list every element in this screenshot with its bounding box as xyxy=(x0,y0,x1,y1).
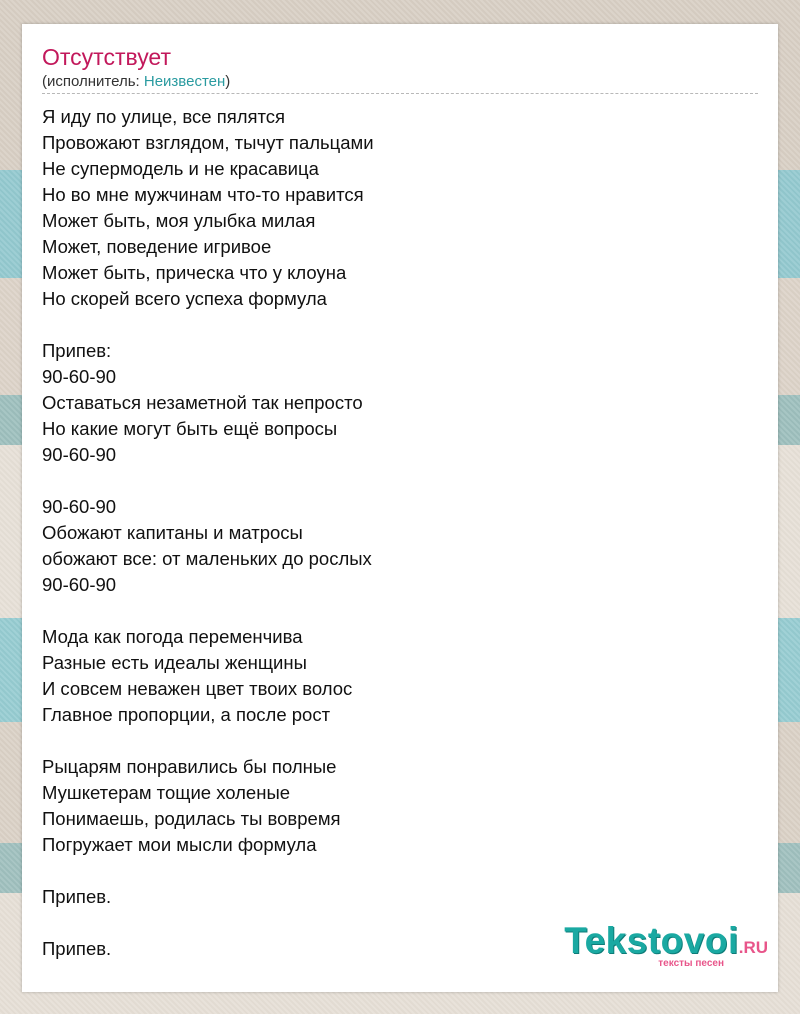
lyric-line: Припев. xyxy=(42,938,112,959)
lyric-blank-line xyxy=(42,598,742,624)
lyric-line: 90-60-90 xyxy=(42,444,117,465)
lyric-line: Может, поведение игривое xyxy=(42,236,272,257)
logo-tld: .RU xyxy=(738,938,768,957)
lyric-blank-line xyxy=(42,858,742,884)
lyrics-card xyxy=(22,24,778,992)
lyric-line: Но какие могут быть ещё вопросы xyxy=(42,418,338,439)
song-title: Отсутствует xyxy=(42,44,171,70)
lyric-line: обожают все: от маленьких до рослых xyxy=(42,548,372,569)
lyric-line: Но скорей всего успеха формула xyxy=(42,288,327,309)
lyric-line: И совсем неважен цвет твоих волос xyxy=(42,678,353,699)
lyric-line: Разные есть идеалы женщины xyxy=(42,652,307,673)
lyric-line: Припев: xyxy=(42,340,112,361)
lyric-line: Я иду по улице, все пялятся xyxy=(42,106,286,127)
lyric-line: Погружает мои мысли формула xyxy=(42,834,317,855)
lyric-line: Оставаться незаметной так непросто xyxy=(42,392,363,413)
lyric-line: 90-60-90 xyxy=(42,574,117,595)
logo-tagline: тексты песен xyxy=(658,958,724,969)
lyric-blank-line xyxy=(42,728,742,754)
lyric-line: Понимаешь, родилась ты вовремя xyxy=(42,808,341,829)
lyrics-text xyxy=(42,104,742,962)
lyric-line: 90-60-90 xyxy=(42,366,117,387)
lyric-line: Главное пропорции, а после рост xyxy=(42,704,331,725)
lyric-line: 90-60-90 xyxy=(42,496,117,517)
lyric-line: Провожают взглядом, тычут пальцами xyxy=(42,132,374,153)
artist-suffix: ) xyxy=(225,73,231,90)
lyric-line: Не супермодель и не красавица xyxy=(42,158,319,179)
lyric-line: Мушкетерам тощие холеные xyxy=(42,782,291,803)
lyric-blank-line xyxy=(42,468,742,494)
artist-prefix: (исполнитель: xyxy=(42,73,144,90)
site-logo[interactable] xyxy=(564,922,768,967)
lyric-line: Припев. xyxy=(42,886,112,907)
lyric-blank-line xyxy=(42,312,742,338)
lyric-line: Но во мне мужчинам что-то нравится xyxy=(42,184,364,205)
lyric-line: Рыцарям понравились бы полные xyxy=(42,756,337,777)
artist-link[interactable]: Неизвестен xyxy=(143,73,226,90)
title-divider xyxy=(42,93,758,94)
logo-name: Tekstovoi xyxy=(564,920,739,961)
lyric-line: Может быть, моя улыбка милая xyxy=(42,210,316,231)
lyric-line: Мода как погода переменчива xyxy=(42,626,303,647)
lyric-line: Обожают капитаны и матросы xyxy=(42,522,303,543)
lyric-line: Может быть, прическа что у клоуна xyxy=(42,262,347,283)
artist-line xyxy=(42,73,230,91)
